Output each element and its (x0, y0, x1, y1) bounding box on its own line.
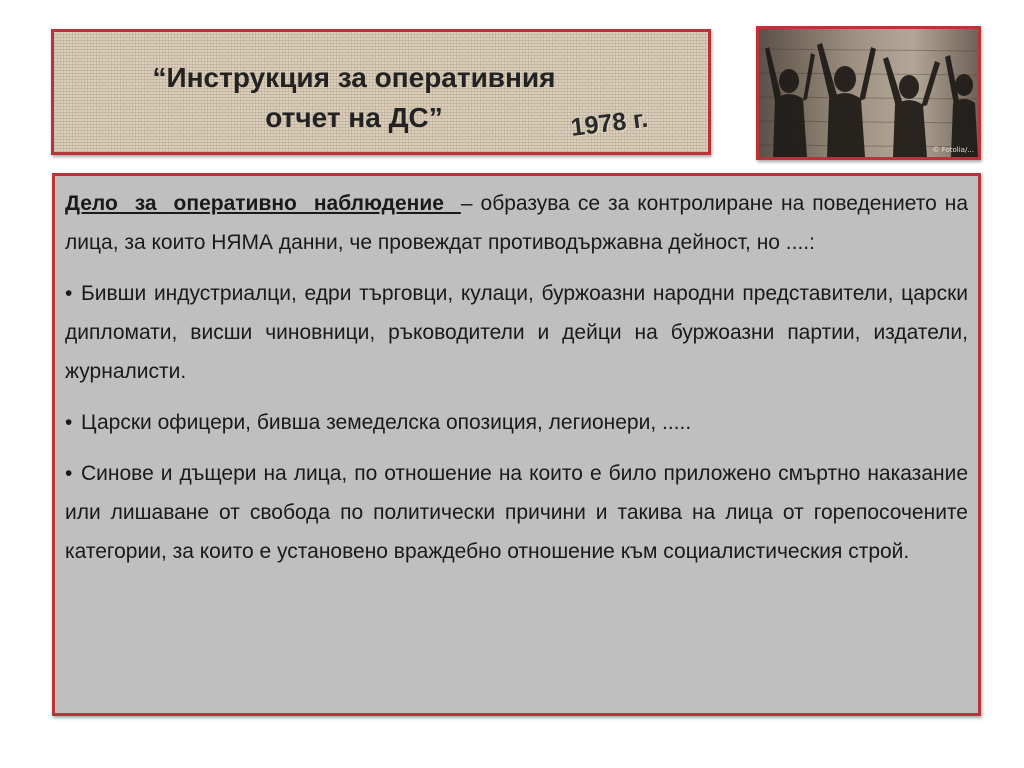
bullet-item (65, 454, 968, 571)
title-line-2: отчет на ДС” (265, 102, 443, 133)
photo-credit: © Fotolia/... (932, 146, 974, 154)
title-box (51, 29, 711, 155)
silhouettes-illustration (759, 29, 978, 157)
lead-term: Дело за оперативно наблюдение (65, 192, 461, 215)
content-text (65, 184, 968, 583)
content-box (52, 173, 981, 716)
bullet-item (65, 274, 968, 391)
bullet-text: Бивши индустриалци, едри търговци, кулаци, буржоазни народни представители, царски дипломати, висши чиновници, ръководители и дейци на буржоазни партии, издатели, журналисти. (65, 282, 968, 383)
title-line-1: “Инструкция за оперативния (152, 62, 556, 93)
bullet-marker: • (65, 282, 73, 305)
silhouettes-hands-up-image (756, 26, 981, 160)
bullet-marker: • (65, 462, 73, 485)
lead-text: – образува се за контролиране на поведението на лица, за които НЯМА данни, че провеждат противодържавна дейност, но ....: (65, 192, 968, 254)
bullet-item (65, 403, 968, 442)
year-label: 1978 г. (569, 104, 650, 142)
bullet-marker: • (65, 411, 73, 434)
bullet-text: Царски офицери, бивша земеделска опозиция, легионери, ..... (81, 411, 692, 434)
lead-paragraph (65, 184, 968, 262)
bullet-text: Синове и дъщери на лица, по отношение на които е било приложено смъртно наказание или лишаване от свобода по политически причини и такива на лица от горепосочените категории, за които е установено враждебно отношение към социалистическия строй. (65, 462, 968, 563)
